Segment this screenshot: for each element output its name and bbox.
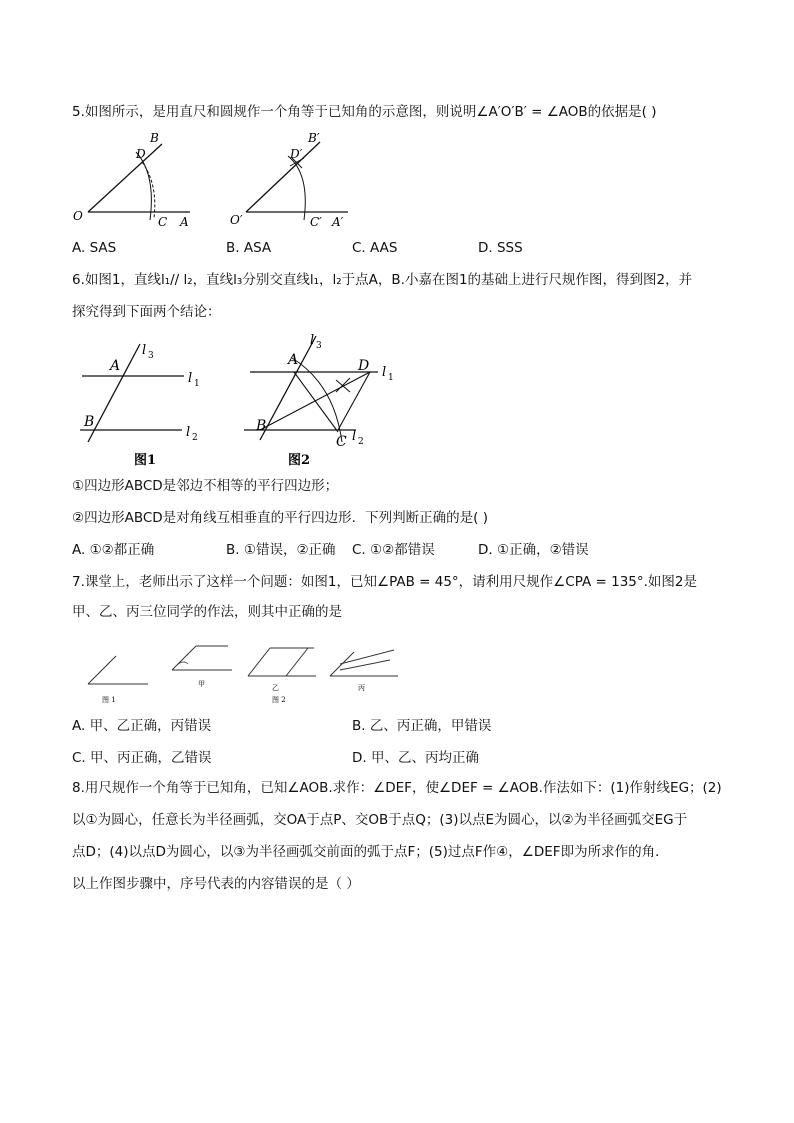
q5-option-a[interactable]: A. SAS (72, 240, 117, 256)
q6-fig2-label-l3-sub: 3 (316, 341, 322, 351)
q5-left-label-d: D (136, 147, 146, 161)
q5-option-b[interactable]: B. ASA (226, 240, 272, 256)
q6-fig1-label-l1: l (188, 371, 193, 386)
q7-stem-line1: 7.课堂上，老师出示了这样一个问题：如图1，已知∠PAB = 45°，请利用尺规作∠CPA = 135°.如图2是 (72, 574, 698, 590)
q6-fig1-label-l3-sub: 3 (148, 351, 154, 361)
q6-option-b[interactable]: B. ①错误，②正确 (226, 542, 336, 558)
q5-left-label-a: A (180, 215, 189, 228)
q6-option-a[interactable]: A. ①②都正确 (72, 542, 155, 558)
q6-fig2-label-l2: l (352, 429, 357, 444)
q7-fig-bing (330, 650, 398, 692)
q6-fig1-label-a: A (110, 358, 121, 374)
q6-fig1-label-l2-sub: 2 (192, 433, 198, 443)
q7-fig2-caption: 图 2 (272, 696, 286, 704)
q5-right-label-c: C′ (310, 215, 322, 228)
q6-fig2-label-l1: l (382, 365, 387, 380)
q5-right-label-a: A′ (332, 215, 344, 228)
q6-fig2-label-l2-sub: 2 (358, 437, 364, 447)
q7-fig-yi-label: 乙 (272, 684, 279, 692)
q6-fig2-label-l3: l (310, 333, 315, 348)
q6-fig2-label-b: B (256, 418, 267, 434)
q8-line1: 8.用尺规作一个角等于已知角，已知∠AOB.求作：∠DEF，使∠DEF = ∠AOB.作法如下：(1)作射线EG；(2) (72, 780, 722, 796)
q5-left-label-o: O (73, 209, 83, 223)
q5-right-label-o: O′ (230, 213, 243, 227)
q6-fig1-label-l3: l (142, 343, 147, 358)
q7-fig-jia (172, 646, 232, 688)
q6-fig2-label-c: C (336, 434, 347, 450)
q6-fig1-label-b: B (84, 414, 95, 430)
q7-option-c[interactable]: C. 甲、丙正确，乙错误 (72, 750, 212, 766)
q6-option-c[interactable]: C. ①②都错误 (352, 542, 435, 558)
q7-fig1 (88, 656, 148, 704)
q6-conclusion-1: ①四边形ABCD是邻边不相等的平行四边形； (72, 478, 339, 494)
q7-option-b[interactable]: B. 乙、丙正确，甲错误 (352, 718, 492, 734)
q7-option-a[interactable]: A. 甲、乙正确，丙错误 (72, 718, 212, 734)
q6-fig1-caption: 图1 (134, 453, 157, 468)
q6-option-d[interactable]: D. ①正确，②错误 (478, 542, 589, 558)
q8-line2: 以①为圆心，任意长为半径画弧，交OA于点P、交OB于点Q；(3)以点E为圆心，以②为半径画弧交EG于 (72, 812, 688, 828)
q6-fig2-label-d: D (358, 358, 370, 374)
q7-fig1-caption: 图 1 (102, 696, 116, 704)
q6-fig2-label-l1-sub: 1 (388, 373, 394, 383)
q5-stem: 5.如图所示，是用直尺和圆规作一个角等于已知角的示意图，则说明∠A′O′B′ = ∠AOB的依据是( ) (72, 104, 657, 120)
q6-conclusion-2: ②四边形ABCD是对角线互相垂直的平行四边形．下列判断正确的是( ) (72, 510, 489, 526)
q7-figures (72, 634, 412, 708)
q7-option-d[interactable]: D. 甲、乙、丙均正确 (352, 750, 479, 766)
q5-left-label-c: C (158, 215, 168, 228)
q5-right-label-b: B′ (308, 131, 320, 145)
q6-stem-line1: 6.如图1，直线l₁// l₂，直线l₃分别交直线l₁，l₂于点A，B.小嘉在图1的基础上进行尺规作图，得到图2，并 (72, 272, 693, 288)
q6-fig1-label-l2: l (186, 425, 191, 440)
q5-figure-left (70, 128, 200, 228)
q8-line3: 点D；(4)以点D为圆心，以③为半径画弧交前面的弧于点F；(5)过点F作④，∠DEF即为所求作的角． (72, 844, 669, 860)
q7-fig-bing-label: 丙 (358, 684, 365, 692)
q7-fig-jia-label: 甲 (198, 680, 205, 688)
q6-figure-1 (76, 338, 216, 470)
q5-figure-right (228, 128, 358, 228)
q5-left-label-b: B (150, 131, 159, 145)
q6-figure-2 (238, 328, 408, 470)
q6-fig1-label-l1-sub: 1 (194, 379, 200, 389)
q6-fig2-caption: 图2 (288, 453, 311, 468)
q8-line4: 以上作图步骤中，序号代表的内容错误的是（ ） (72, 876, 360, 892)
q5-option-d[interactable]: D. SSS (478, 240, 523, 256)
q5-option-c[interactable]: C. AAS (352, 240, 398, 256)
q7-stem-line2: 甲、乙、丙三位同学的作法，则其中正确的是 (72, 604, 342, 620)
q6-stem-line2: 探究得到下面两个结论： (72, 304, 221, 320)
q6-fig2-label-a: A (288, 352, 299, 368)
q5-right-label-d: D′ (290, 147, 303, 161)
q7-fig-yi (248, 648, 316, 704)
